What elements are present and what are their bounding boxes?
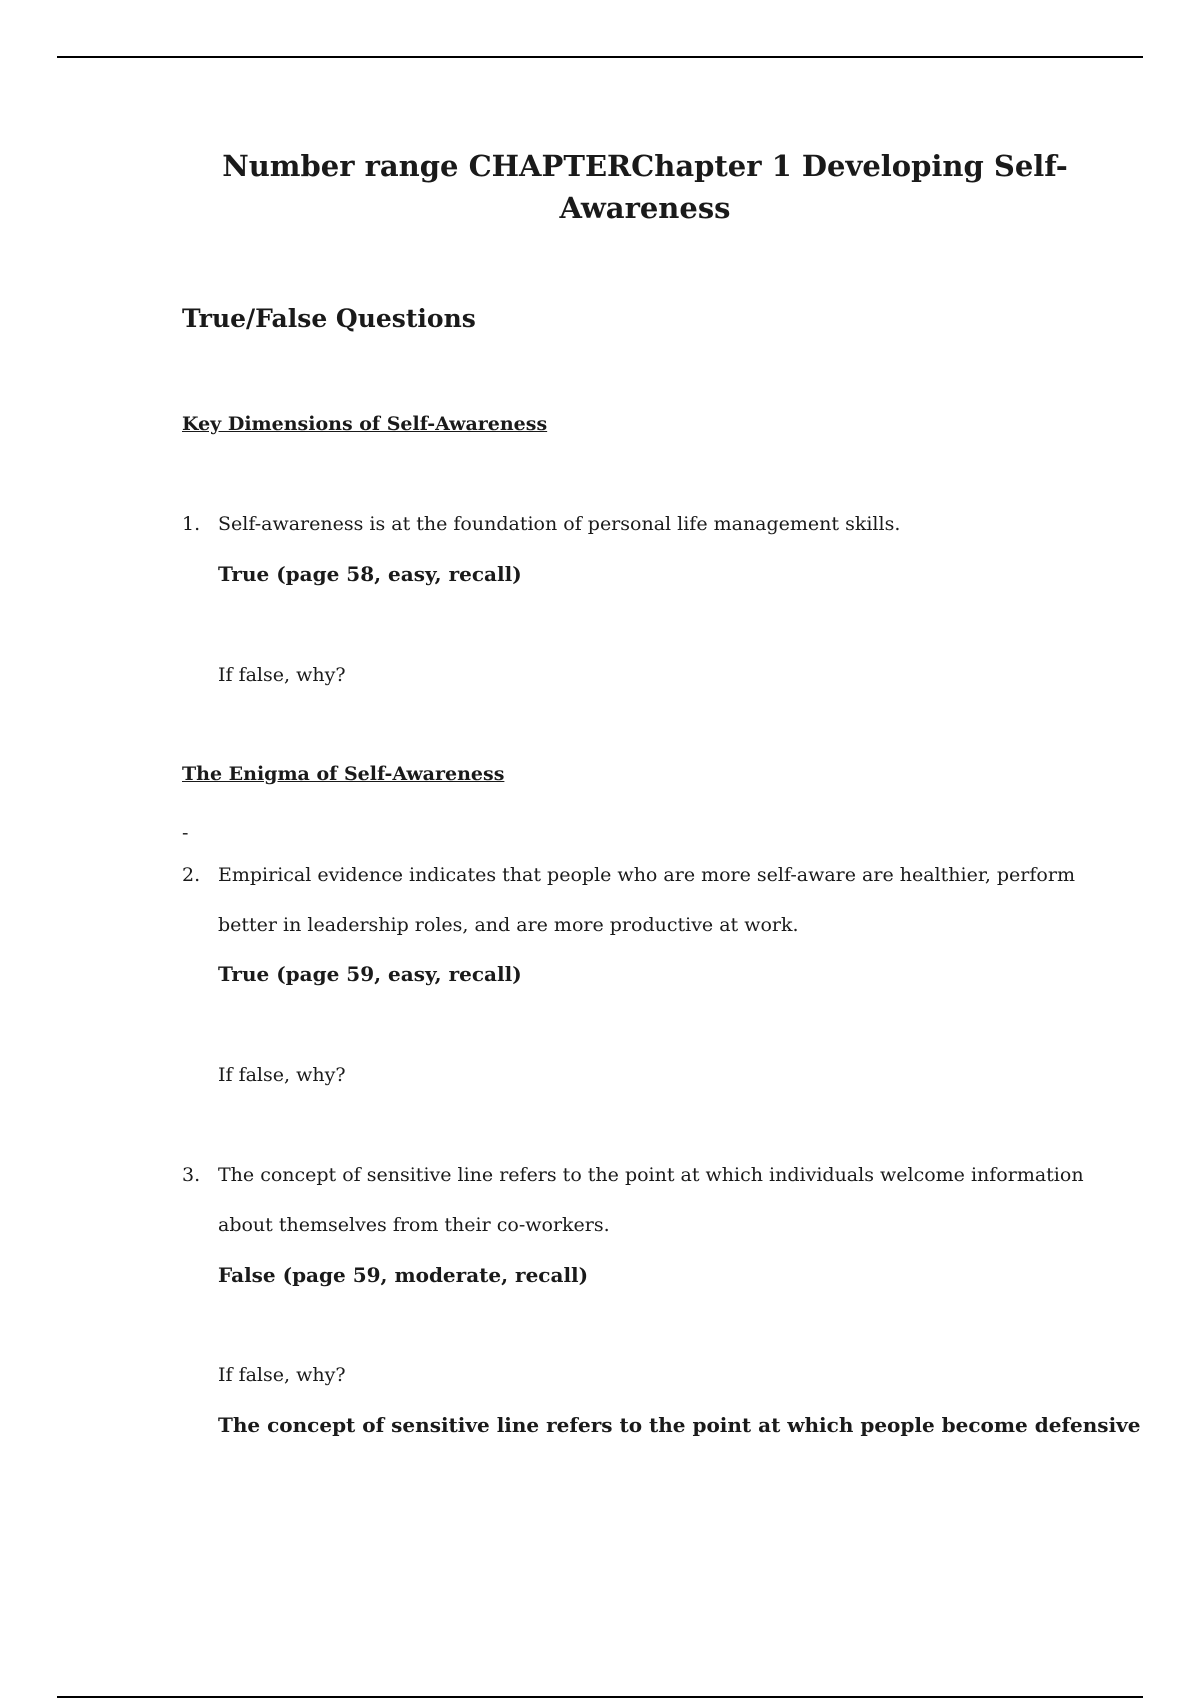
question-2-number: 2. [182, 864, 201, 886]
document-title: Number range CHAPTERChapter 1 Developing Self-Awareness [222, 149, 1068, 225]
question-3-number: 3. [182, 1164, 201, 1186]
question-3-explanation: The concept of sensitive line refers to the point at which people become defensive [218, 1413, 1141, 1437]
question-3-why-label: If false, why? [218, 1364, 346, 1386]
question-1-text: Self-awareness is at the foundation of personal life management skills. [218, 513, 901, 535]
dash-mark: - [182, 822, 189, 844]
question-1-answer: True (page 58, easy, recall) [218, 562, 522, 586]
footer-rule [57, 1696, 1143, 1698]
question-1-why-label: If false, why? [218, 664, 346, 686]
question-3-text: The concept of sensitive line refers to the point at which individuals welcome information about themselves from their co-workers. [218, 1164, 1084, 1236]
question-1-number: 1. [182, 513, 201, 535]
section-heading-true-false: True/False Questions [182, 304, 476, 333]
question-2-text: Empirical evidence indicates that people who are more self-aware are healthier, perform better in leadership roles, and are more productive at work. [218, 864, 1075, 936]
header-rule [57, 56, 1143, 58]
subheading-enigma: The Enigma of Self-Awareness [182, 763, 505, 785]
question-2-answer: True (page 59, easy, recall) [218, 962, 522, 986]
question-2-why-label: If false, why? [218, 1064, 346, 1086]
subheading-key-dimensions: Key Dimensions of Self-Awareness [182, 413, 548, 435]
question-3-answer: False (page 59, moderate, recall) [218, 1263, 589, 1287]
